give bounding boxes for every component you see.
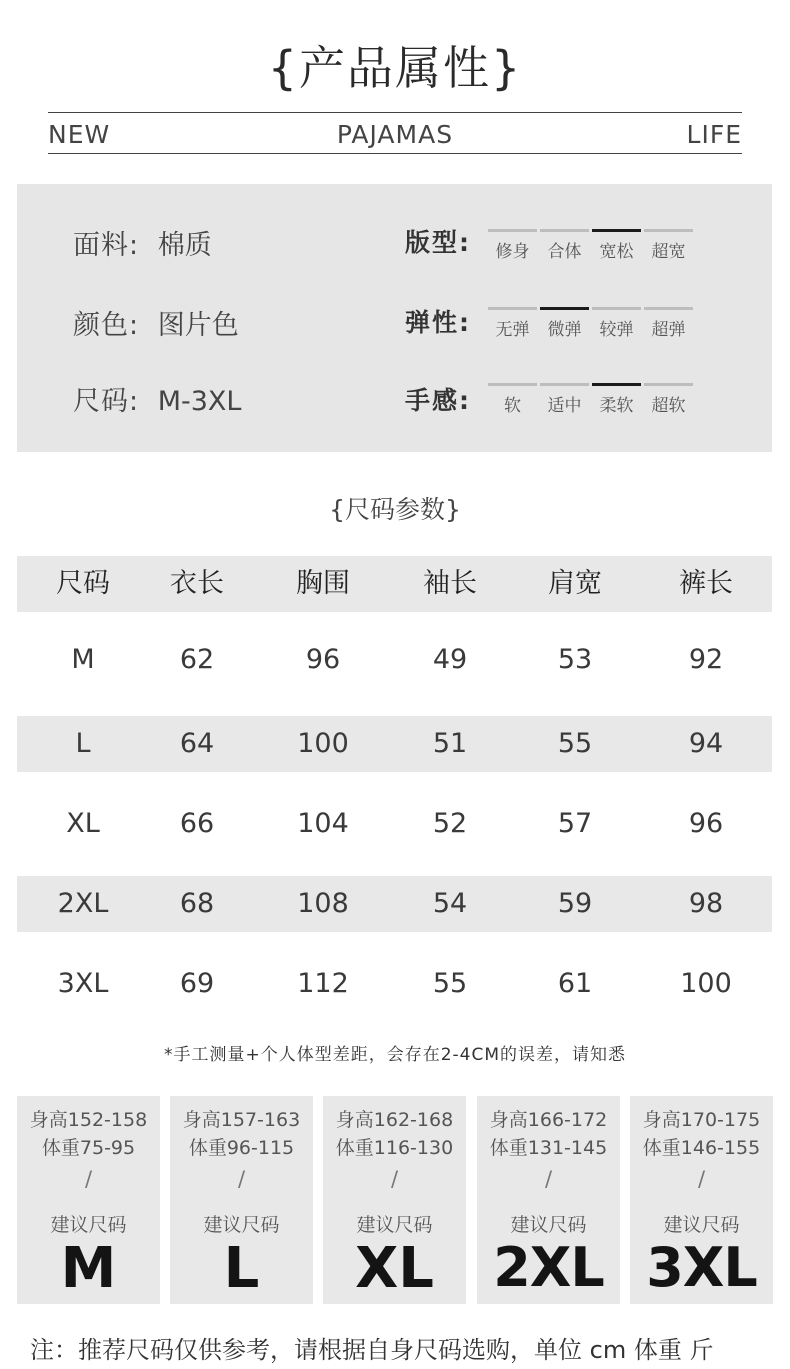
scale-option <box>592 307 641 347</box>
card-size: 3XL <box>646 1236 757 1299</box>
scale-option-label: 柔软 <box>599 396 634 416</box>
table-cell: 104 <box>297 808 349 839</box>
size-recommendation-card <box>630 1096 773 1304</box>
scale-option <box>592 229 641 269</box>
card-label: 建议尺码 <box>356 1214 433 1236</box>
table-cell: 62 <box>179 644 215 675</box>
column-header: 尺码 <box>56 568 110 599</box>
scale-option-label: 超软 <box>651 396 686 416</box>
attr-size-label: 尺码: <box>73 386 140 417</box>
attr-size-value: M-3XL <box>157 386 242 417</box>
table-cell: 49 <box>432 644 468 675</box>
table-cell: XL <box>66 808 100 839</box>
table-cell: 51 <box>432 728 468 759</box>
column-header: 袖长 <box>423 568 477 599</box>
attr-fabric-label: 面料: <box>73 230 140 261</box>
scale-elastic <box>488 307 693 347</box>
scale-option <box>540 229 589 269</box>
table-cell: 98 <box>688 888 724 919</box>
card-size: 2XL <box>493 1236 604 1299</box>
table-row <box>17 632 772 688</box>
card-weight: 体重146-155 <box>642 1137 761 1159</box>
table-cell: 54 <box>432 888 468 919</box>
size-recommendation-card <box>323 1096 466 1304</box>
tagline-center: PAJAMAS <box>336 120 454 149</box>
scale-option <box>644 229 693 269</box>
column-header: 胸围 <box>296 568 350 599</box>
table-cell: 3XL <box>57 968 109 999</box>
table-cell: 57 <box>557 808 593 839</box>
table-cell: M <box>71 644 95 675</box>
table-cell: 69 <box>179 968 215 999</box>
card-weight: 体重131-145 <box>489 1137 608 1159</box>
card-label: 建议尺码 <box>50 1214 127 1236</box>
card-weight: 体重116-130 <box>335 1137 454 1159</box>
scale-option <box>488 383 537 423</box>
footer-note: 注：推荐尺码仅供参考，请根据自身尺码选购，单位 cm 体重 斤 <box>30 1336 714 1364</box>
attr-fabric-value: 棉质 <box>157 230 212 261</box>
table-cell: 100 <box>680 968 732 999</box>
table-cell: 55 <box>432 968 468 999</box>
scale-option-label: 宽松 <box>599 242 634 262</box>
card-height: 身高162-168 <box>335 1109 454 1131</box>
card-height: 身高157-163 <box>182 1109 301 1131</box>
table-cell: 61 <box>557 968 593 999</box>
scale-option-label: 较弹 <box>599 320 634 340</box>
card-height: 身高166-172 <box>489 1109 608 1131</box>
column-header: 肩宽 <box>548 568 602 599</box>
scale-feel <box>488 383 693 423</box>
scale-option <box>540 307 589 347</box>
card-slash: / <box>84 1167 93 1191</box>
scale-option <box>592 383 641 423</box>
table-row <box>17 796 772 852</box>
size-recommendation-card <box>477 1096 620 1304</box>
table-cell: 59 <box>557 888 593 919</box>
tagline <box>48 120 742 152</box>
card-slash: / <box>237 1167 246 1191</box>
card-slash: / <box>390 1167 399 1191</box>
bottom-divider <box>48 153 742 154</box>
attr-color-label: 颜色: <box>73 310 140 341</box>
card-slash: / <box>544 1167 553 1191</box>
table-cell: L <box>75 728 91 759</box>
card-slash: / <box>697 1167 706 1191</box>
column-header: 裤长 <box>679 568 733 599</box>
card-label: 建议尺码 <box>663 1214 740 1236</box>
table-cell: 55 <box>557 728 593 759</box>
table-cell: 68 <box>179 888 215 919</box>
scale-option-label: 超弹 <box>651 320 686 340</box>
table-cell: 96 <box>305 644 341 675</box>
column-header: 衣长 <box>170 568 224 599</box>
scale-fit <box>488 229 693 269</box>
table-cell: 52 <box>432 808 468 839</box>
card-size: XL <box>355 1236 434 1301</box>
table-header <box>17 556 772 612</box>
scale-elastic-label: 弹性: <box>405 308 471 337</box>
card-height: 身高152-158 <box>29 1109 148 1131</box>
table-cell: 66 <box>179 808 215 839</box>
measurement-note: *手工测量+个人体型差距，会存在2-4CM的误差，请知悉 <box>163 1045 627 1065</box>
table-cell: 94 <box>688 728 724 759</box>
scale-option <box>644 383 693 423</box>
table-row <box>17 716 772 772</box>
top-divider <box>48 112 742 113</box>
page-title: {产品属性} <box>267 41 523 95</box>
table-row <box>17 956 772 1012</box>
attr-color-value: 图片色 <box>157 310 239 341</box>
tagline-left: NEW <box>48 120 111 149</box>
scale-fit-label: 版型: <box>405 228 471 257</box>
scale-option <box>488 307 537 347</box>
scale-option-label: 微弹 <box>547 320 582 340</box>
scale-option-label: 合体 <box>547 242 582 262</box>
table-cell: 96 <box>688 808 724 839</box>
size-table-title: {尺码参数} <box>329 495 461 524</box>
scale-option-label: 超宽 <box>651 242 686 262</box>
scale-option <box>644 307 693 347</box>
table-cell: 100 <box>297 728 349 759</box>
card-weight: 体重96-115 <box>188 1137 295 1159</box>
size-recommendation-card <box>170 1096 313 1304</box>
table-cell: 2XL <box>57 888 109 919</box>
scale-option <box>540 383 589 423</box>
scale-option-label: 无弹 <box>495 320 530 340</box>
card-label: 建议尺码 <box>510 1214 587 1236</box>
table-cell: 112 <box>297 968 349 999</box>
tagline-right: LIFE <box>686 120 742 149</box>
scale-option <box>488 229 537 269</box>
size-recommendation-card <box>17 1096 160 1304</box>
card-height: 身高170-175 <box>642 1109 761 1131</box>
card-size: M <box>60 1236 117 1301</box>
card-size: L <box>223 1236 260 1301</box>
scale-option-label: 修身 <box>495 242 530 262</box>
attr-color <box>73 303 239 342</box>
table-cell: 108 <box>297 888 349 919</box>
table-row <box>17 876 772 932</box>
table-cell: 53 <box>557 644 593 675</box>
attr-size <box>73 379 241 418</box>
scale-feel-label: 手感: <box>405 386 471 415</box>
table-cell: 64 <box>179 728 215 759</box>
attr-fabric <box>73 223 212 262</box>
scale-option-label: 适中 <box>547 396 582 416</box>
card-weight: 体重75-95 <box>41 1137 136 1159</box>
table-cell: 92 <box>688 644 724 675</box>
card-label: 建议尺码 <box>203 1214 280 1236</box>
scale-option-label: 软 <box>504 396 521 416</box>
